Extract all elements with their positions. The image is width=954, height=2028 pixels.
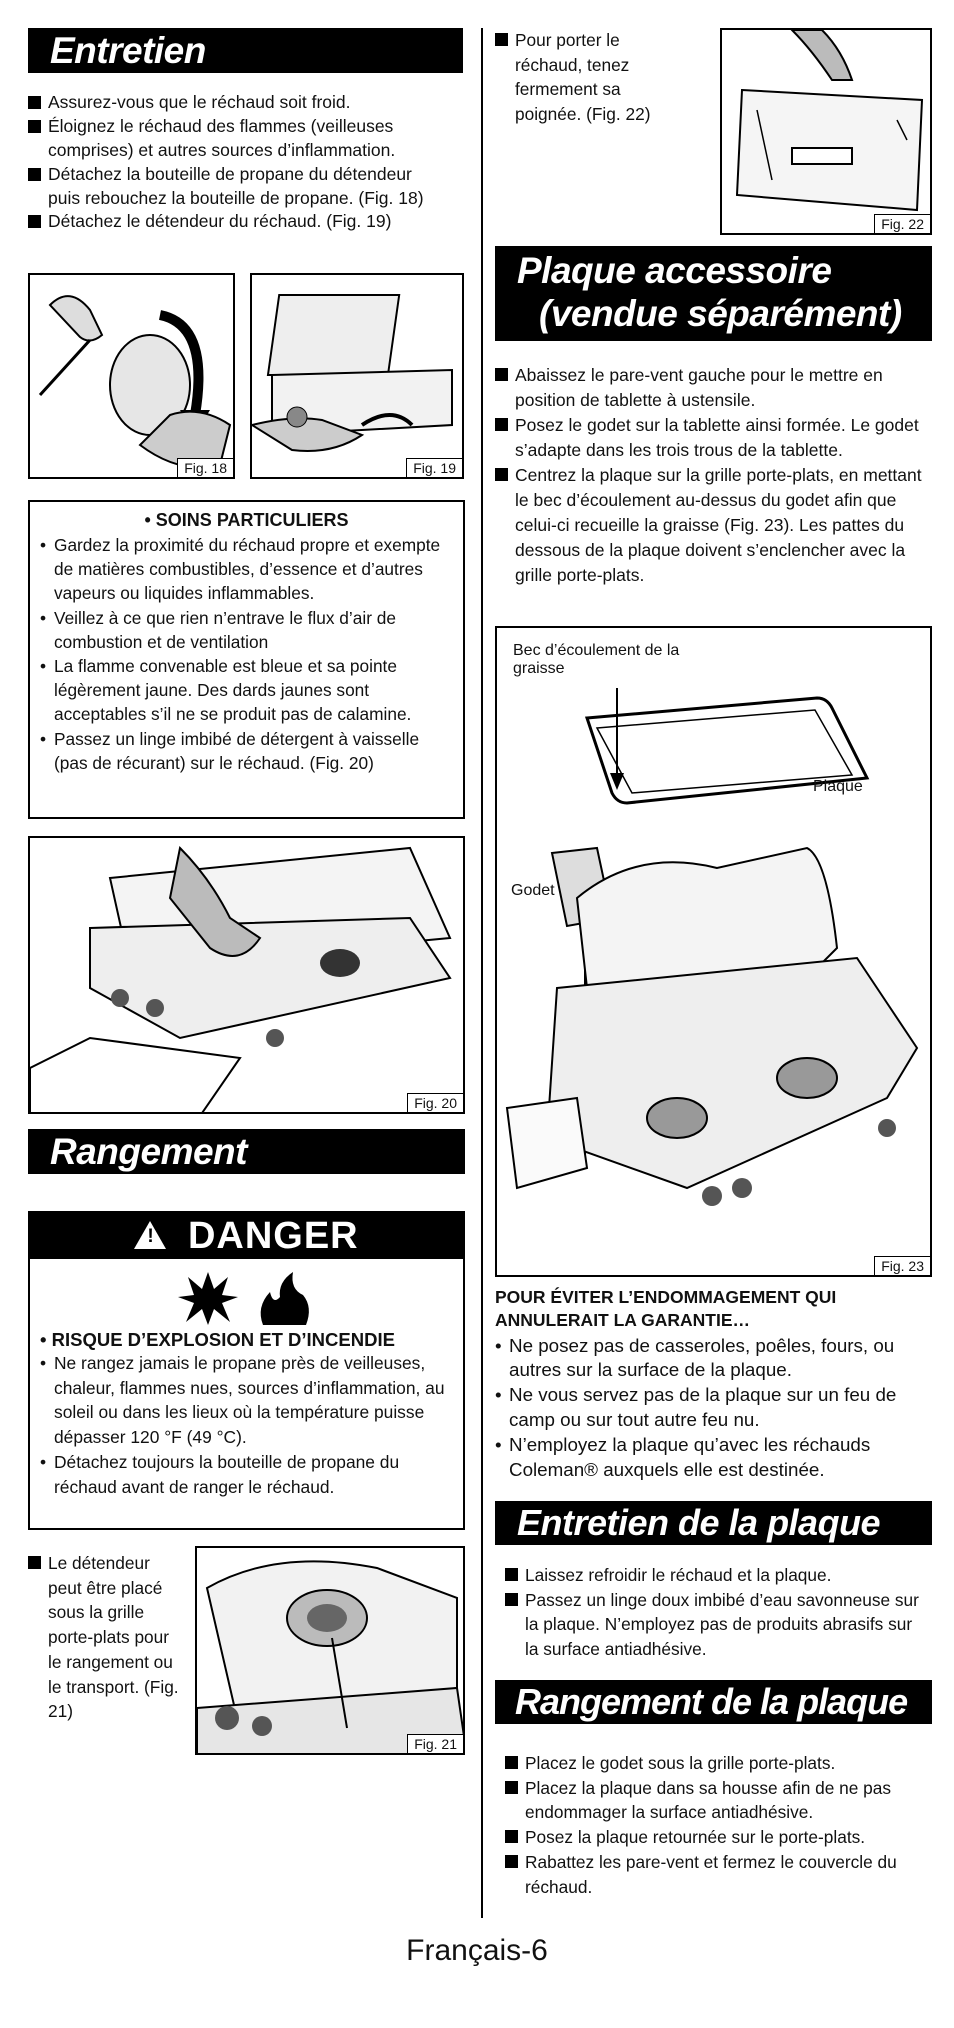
entretien-plaque-list <box>505 1563 925 1662</box>
danger-title: DANGER <box>187 1215 359 1257</box>
list-item: Posez la plaque retournée sur le porte-plats. <box>505 1825 930 1850</box>
label-godet: Godet <box>511 882 555 899</box>
danger-box <box>28 1211 465 1530</box>
detendeur-list <box>28 1551 184 1724</box>
list-item: Détachez le détendeur du réchaud. (Fig. 19) <box>28 210 448 234</box>
list-item: • Ne rangez jamais le propane près de veilleuses, chaleur, flammes nues, sources d’inflammation, au soleil ou dans les lieux où la température puisse dépasser 120 °F (49 °C). <box>40 1351 453 1450</box>
porter-list <box>495 28 655 127</box>
list-item: Détachez la bouteille de propane du détendeur puis rebouchez la bouteille de propane. (Fig. 18) <box>28 163 448 211</box>
propane-bottle-illustration <box>30 275 235 479</box>
danger-header <box>30 1213 463 1259</box>
list-item: Laissez refroidir le réchaud et la plaque. <box>505 1563 925 1588</box>
list-item: Éloignez le réchaud des flammes (veilleuses comprises) et autres sources d’inflammation. <box>28 115 448 163</box>
figure-20-label: Fig. 20 <box>407 1093 463 1112</box>
warning-title: POUR ÉVITER L’ENDOMMAGEMENT QUI ANNULERAIT LA GARANTIE… <box>495 1287 837 1330</box>
plaque-heading-line2: (vendue séparément) <box>539 292 902 334</box>
griddle-installation-illustration <box>497 628 932 1277</box>
list-item: Abaissez le pare-vent gauche pour le mettre en position de tablette à ustensile. <box>495 363 932 413</box>
entretien-plaque-heading: Entretien de la plaque <box>495 1501 932 1545</box>
list-item: Rabattez les pare-vent et fermez le couvercle du réchaud. <box>505 1850 930 1899</box>
explosion-fire-icon <box>178 1267 318 1327</box>
page-number: Français-6 <box>406 1934 548 1967</box>
figure-23-label: Fig. 23 <box>874 1256 930 1275</box>
figure-22-label: Fig. 22 <box>874 214 930 233</box>
label-bec: Bec d’écoulement de la graisse <box>513 642 680 677</box>
warning-list <box>495 1334 932 1484</box>
soins-title: • SOINS PARTICULIERS <box>144 510 349 530</box>
list-item: Assurez-vous que le réchaud soit froid. <box>28 91 448 115</box>
danger-icons <box>30 1259 463 1329</box>
figure-22 <box>720 28 932 235</box>
cleaning-stove-illustration <box>30 838 465 1114</box>
list-item: Passez un linge doux imbibé d’eau savonneuse sur la plaque. N’employez pas de produits abrasifs sur la surface antiadhésive. <box>505 1588 925 1662</box>
figure-23 <box>495 626 932 1277</box>
list-item: • Gardez la proximité du réchaud propre et exempte de matières combustibles, d’essence et d’autres vapeurs ou liquides inflammables. <box>40 533 453 606</box>
soins-particuliers-box <box>28 500 465 819</box>
list-item: • Détachez toujours la bouteille de propane du réchaud avant de ranger le réchaud. <box>40 1450 453 1499</box>
figure-21-label: Fig. 21 <box>407 1734 463 1753</box>
soins-list <box>40 533 453 775</box>
figure-18 <box>28 273 235 479</box>
column-divider <box>481 28 483 1918</box>
entretien-heading: Entretien <box>28 28 463 73</box>
list-item: Placez la plaque dans sa housse afin de ne pas endommager la surface antiadhésive. <box>505 1776 930 1825</box>
plaque-heading <box>495 246 932 341</box>
danger-subtitle: • RISQUE D’EXPLOSION ET D’INCENDIE <box>40 1329 395 1350</box>
plaque-list <box>495 363 932 588</box>
list-item: • Ne vous servez pas de la plaque sur un feu de camp ou sur tout autre feu nu. <box>495 1383 932 1433</box>
label-plaque: Plaque <box>813 778 863 795</box>
list-item: • Passez un linge imbibé de détergent à vaisselle (pas de récurant) sur le réchaud. (Fig. 20) <box>40 727 453 775</box>
list-item: Le détendeur peut être placé sous la grille porte-plats pour le rangement ou le transport. (Fig. 21) <box>28 1551 184 1724</box>
figure-18-label: Fig. 18 <box>177 458 233 477</box>
figure-21 <box>195 1546 465 1755</box>
figure-19 <box>250 273 464 479</box>
rangement-plaque-heading: Rangement de la plaque <box>495 1680 932 1724</box>
list-item: Pour porter le réchaud, tenez fermement sa poignée. (Fig. 22) <box>495 28 655 127</box>
rangement-heading: Rangement <box>28 1129 465 1174</box>
regulator-storage-illustration <box>197 1548 465 1755</box>
figure-20 <box>28 836 465 1114</box>
rangement-plaque-list <box>505 1751 930 1899</box>
list-item: Posez le godet sur la tablette ainsi formée. Le godet s’adapte dans les trois trous de la tablette. <box>495 413 932 463</box>
danger-list <box>30 1351 463 1499</box>
entretien-list <box>28 91 448 234</box>
list-item: Placez le godet sous la grille porte-plats. <box>505 1751 930 1776</box>
left-column <box>28 28 465 1752</box>
warning-triangle-icon: ! <box>134 1221 166 1249</box>
regulator-removal-illustration <box>252 275 464 479</box>
list-item: • Veillez à ce que rien n’entrave le flux d’air de combustion et de ventilation <box>40 606 453 654</box>
figure-19-label: Fig. 19 <box>406 458 462 477</box>
list-item: • La flamme convenable est bleue et sa pointe légèrement jaune. Des dards jaunes sont acceptables s’il ne se produit pas de calamine. <box>40 654 453 727</box>
plaque-warning <box>495 1286 932 1483</box>
list-item: • N’employez la plaque qu’avec les réchauds Coleman® auxquels elle est destinée. <box>495 1433 932 1483</box>
list-item: Centrez la plaque sur la grille porte-plats, en mettant le bec d’écoulement au-dessus du godet afin que celui-ci recueille la graisse (Fig. 23). Les pattes du dessous de la plaque doivent s’enclencher avec la grille porte-plats. <box>495 463 932 588</box>
plaque-heading-line1: Plaque accessoire <box>517 250 832 291</box>
list-item: • Ne posez pas de casseroles, poêles, fours, ou autres sur la surface de la plaque. <box>495 1334 932 1384</box>
carrying-stove-illustration <box>722 30 932 235</box>
